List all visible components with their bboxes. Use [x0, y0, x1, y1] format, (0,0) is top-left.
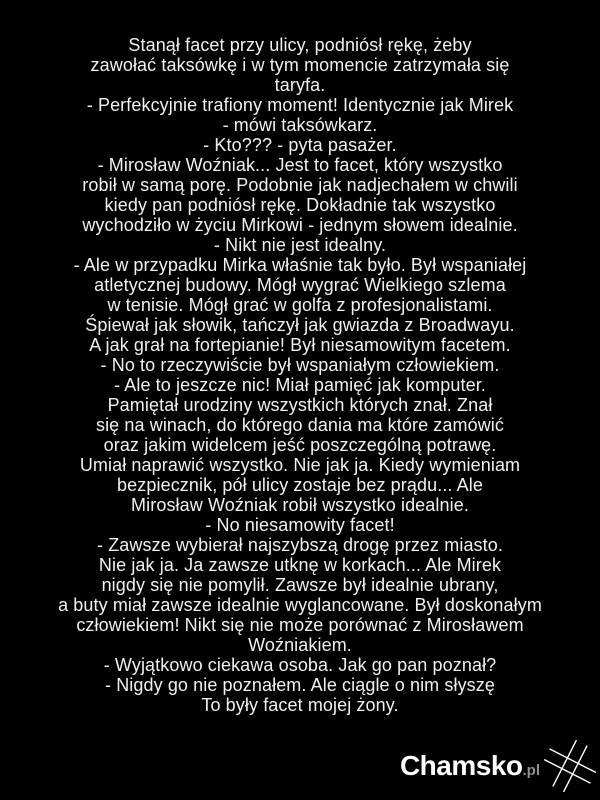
story-line: wychodziło w życiu Mirkowi - jednym słowem idealnie.	[82, 215, 518, 235]
story-line: bezpiecznik, pół ulicy zostaje bez prądu... Ale	[117, 475, 483, 495]
tilted-hash-icon	[544, 738, 596, 794]
brand-name	[400, 752, 540, 780]
story-line: zawołać taksówkę i w tym momencie zatrzymała się	[90, 55, 510, 75]
story-line: nigdy się nie pomylił. Zawsze był idealnie ubrany,	[101, 575, 499, 595]
story-line: Stanął facet przy ulicy, podniósł rękę, żeby	[128, 35, 472, 55]
story-line: - Wyjątkowo ciekawa osoba. Jak go pan poznał?	[103, 655, 497, 675]
story-line: Mirosław Woźniak robił wszystko idealnie.	[131, 495, 469, 515]
story-line: - No to rzeczywiście był wspaniałym człowiekiem.	[100, 355, 500, 375]
story-line: kiedy pan podniósł rękę. Dokładnie tak wszystko	[104, 195, 496, 215]
story-line: w tenisie. Mógł grać w golfa z profesjonalistami.	[107, 295, 493, 315]
story-line: człowiekiem! Nikt się nie może porównać z Mirosławem	[76, 615, 524, 635]
story-line: Woźniakiem.	[248, 635, 352, 655]
watermark	[400, 738, 596, 794]
story-line: robił w samą porę. Podobnie jak nadjechałem w chwili	[82, 175, 518, 195]
story-line: - Perfekcyjnie trafiony moment! Identycznie jak Mirek	[86, 95, 514, 115]
story-line: A jak grał na fortepianie! Był niesamowitym facetem.	[89, 335, 511, 355]
story-line: Śpiewał jak słowik, tańczył jak gwiazda z Broadwayu.	[85, 315, 515, 335]
story-line: oraz jakim widelcem jeść poszczególną potrawę.	[103, 435, 497, 455]
story-line: Nie jak ja. Ja zawsze utknę w korkach... Ale Mirek	[98, 555, 502, 575]
story-line: - Ale w przypadku Mirka właśnie tak było. Był wspaniałej	[73, 255, 527, 275]
brand-suffix: .pl	[522, 762, 540, 779]
story-line: a buty miał zawsze idealnie wyglancowane. Był doskonałym	[58, 595, 542, 615]
story-line: To były facet mojej żony.	[201, 695, 399, 715]
story-line: - Mirosław Woźniak... Jest to facet, który wszystko	[97, 155, 503, 175]
story-line: taryfa.	[274, 75, 326, 95]
story-line: - Zawsze wybierał najszybszą drogę przez miasto.	[97, 535, 503, 555]
story-line: - Nigdy go nie poznałem. Ale ciągle o nim słyszę	[105, 675, 495, 695]
story-line: - Nikt nie jest idealny.	[213, 235, 387, 255]
story-text	[0, 35, 600, 715]
brand-text: Chamsko	[399, 750, 523, 781]
story-line: się na winach, do którego dania ma które zamówić	[95, 415, 504, 435]
story-line: Umiał naprawić wszystko. Nie jak ja. Kiedy wymieniam	[79, 455, 521, 475]
story-line: - Kto??? - pyta pasażer.	[203, 135, 397, 155]
story-line: atletycznej budowy. Mógł wygrać Wielkiego szlema	[94, 275, 506, 295]
story-line: - No niesamowity facet!	[205, 515, 395, 535]
story-line: - mówi taksówkarz.	[222, 115, 378, 135]
story-line: Pamiętał urodziny wszystkich których znał. Znał	[107, 395, 493, 415]
story-line: - Ale to jeszcze nic! Miał pamięć jak komputer.	[114, 375, 486, 395]
